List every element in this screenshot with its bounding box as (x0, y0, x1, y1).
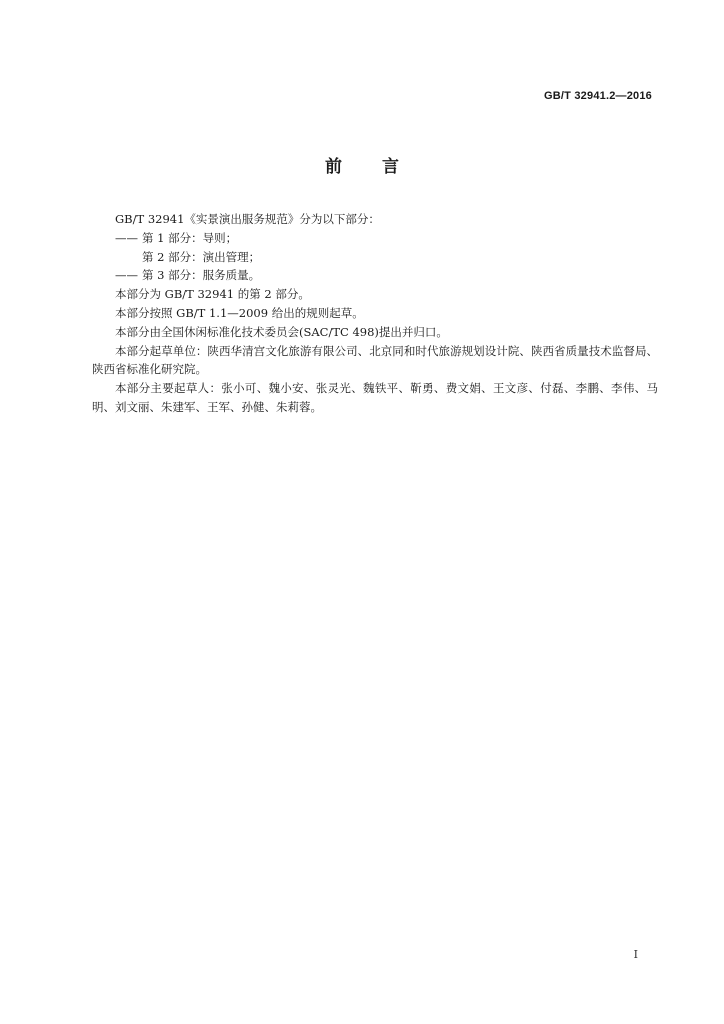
list-item-text: 第 2 部分：演出管理； (142, 249, 261, 264)
list-dash: —— (115, 230, 138, 245)
paragraph-drafting-units: 本部分起草单位：陕西华清宫文化旅游有限公司、北京同和时代旅游规划设计院、陕西省质量技术监督局、陕西省标准化研究院。 (92, 343, 658, 377)
paragraph-part-scope: 本部分为 GB/T 32941 的第 2 部分。 (115, 287, 310, 302)
list-item-part-3 (92, 266, 658, 285)
foreword-body (92, 210, 658, 417)
paragraph-drafting-rules: 本部分按照 GB/T 1.1—2009 给出的规则起草。 (115, 305, 364, 320)
intro-paragraph: GB/T 32941《实景演出服务规范》分为以下部分： (115, 212, 380, 226)
list-item-text: 第 1 部分：导则； (142, 230, 238, 245)
paragraph-drafters: 本部分主要起草人：张小可、魏小安、张灵光、魏铁平、靳勇、费文娟、王文彦、付磊、李鹏、李伟、马明、刘文丽、朱建军、王军、孙健、朱莉蓉。 (92, 381, 658, 414)
standard-code: GB/T 32941.2—2016 (544, 90, 652, 102)
list-item-part-1 (92, 229, 658, 248)
page-number: I (633, 948, 638, 961)
list-item-part-2 (92, 248, 658, 267)
list-item-text: 第 3 部分：服务质量。 (142, 268, 261, 283)
page-title: 前言 (325, 157, 439, 177)
paragraph-proposer: 本部分由全国休闲标准化技术委员会(SAC/TC 498)提出并归口。 (115, 324, 448, 339)
list-dash: —— (115, 268, 138, 283)
